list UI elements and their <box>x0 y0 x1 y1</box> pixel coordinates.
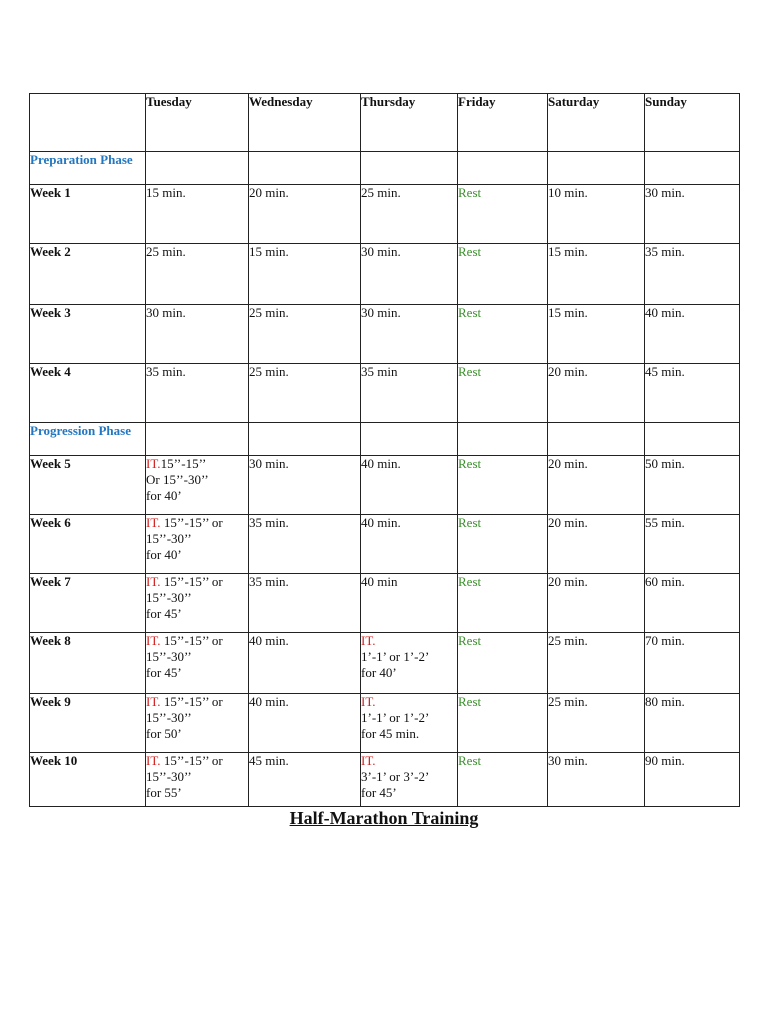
interval-duration: for 40’ <box>361 665 397 680</box>
header-friday: Friday <box>458 94 548 152</box>
interval-line-1 <box>146 574 248 590</box>
cell-saturday: 20 min. <box>548 456 645 515</box>
cell-saturday: 25 min. <box>548 633 645 694</box>
header-sunday: Sunday <box>645 94 740 152</box>
week-label: Week 9 <box>30 694 146 753</box>
interval-text: 15’’-15’’ or <box>160 515 223 530</box>
interval-line-2: 15’’-30’’ <box>146 649 192 664</box>
cell-sunday: 70 min. <box>645 633 740 694</box>
empty-cell <box>458 423 548 456</box>
table-row-week-9 <box>30 694 740 753</box>
interval-marker: IT. <box>361 753 376 768</box>
cell-saturday: 10 min. <box>548 185 645 244</box>
empty-cell <box>548 423 645 456</box>
cell-thursday: 30 min. <box>361 305 458 364</box>
cell-tuesday-interval <box>146 456 249 515</box>
header-thursday: Thursday <box>361 94 458 152</box>
empty-cell <box>458 152 548 185</box>
interval-duration: for 55’ <box>146 785 182 800</box>
cell-thursday: 40 min <box>361 574 458 633</box>
empty-cell <box>361 152 458 185</box>
interval-line-2: 15’’-30’’ <box>146 769 192 784</box>
interval-line-2: 15’’-30’’ <box>146 531 192 546</box>
table-row-week-5 <box>30 456 740 515</box>
table-row-week-3 <box>30 305 740 364</box>
empty-cell <box>645 423 740 456</box>
interval-line-1 <box>146 456 248 472</box>
cell-thursday-interval <box>361 753 458 807</box>
cell-thursday: 25 min. <box>361 185 458 244</box>
cell-saturday: 20 min. <box>548 574 645 633</box>
header-saturday: Saturday <box>548 94 645 152</box>
cell-tuesday-interval <box>146 694 249 753</box>
cell-wednesday: 25 min. <box>249 364 361 423</box>
interval-text: 15’’-15’’ or <box>160 753 223 768</box>
cell-friday-rest: Rest <box>458 694 548 753</box>
interval-line-1 <box>146 515 248 531</box>
week-label: Week 5 <box>30 456 146 515</box>
interval-text: 3’-1’ or 3’-2’ <box>361 769 430 784</box>
interval-line-1 <box>146 694 248 710</box>
interval-line-2: 15’’-30’’ <box>146 710 192 725</box>
cell-thursday: 40 min. <box>361 456 458 515</box>
cell-wednesday: 40 min. <box>249 694 361 753</box>
interval-marker: IT. <box>146 753 161 768</box>
cell-tuesday-interval <box>146 574 249 633</box>
empty-cell <box>146 423 249 456</box>
interval-marker: IT. <box>146 574 161 589</box>
cell-wednesday: 35 min. <box>249 515 361 574</box>
cell-thursday-interval <box>361 694 458 753</box>
week-label: Week 2 <box>30 244 146 305</box>
table-row-week-1 <box>30 185 740 244</box>
interval-marker: IT. <box>146 633 161 648</box>
empty-cell <box>645 152 740 185</box>
document-title: Half-Marathon Training <box>289 808 479 828</box>
cell-friday-rest: Rest <box>458 305 548 364</box>
table-row-week-6 <box>30 515 740 574</box>
cell-thursday: 40 min. <box>361 515 458 574</box>
interval-line-1 <box>146 753 248 769</box>
cell-saturday: 20 min. <box>548 364 645 423</box>
cell-tuesday-interval <box>146 753 249 807</box>
empty-cell <box>249 152 361 185</box>
cell-tuesday-interval <box>146 515 249 574</box>
interval-line-2: 15’’-30’’ <box>146 590 192 605</box>
table-row-week-4 <box>30 364 740 423</box>
interval-text: 15’’-15’’ <box>160 456 207 471</box>
cell-tuesday: 35 min. <box>146 364 249 423</box>
week-label: Week 4 <box>30 364 146 423</box>
interval-duration: for 45’ <box>146 665 182 680</box>
cell-sunday: 45 min. <box>645 364 740 423</box>
cell-friday-rest: Rest <box>458 456 548 515</box>
cell-sunday: 35 min. <box>645 244 740 305</box>
cell-thursday: 30 min. <box>361 244 458 305</box>
cell-wednesday: 15 min. <box>249 244 361 305</box>
interval-marker: IT. <box>146 456 161 471</box>
empty-cell <box>361 423 458 456</box>
cell-sunday: 60 min. <box>645 574 740 633</box>
interval-duration: for 45 min. <box>361 726 420 741</box>
cell-wednesday: 20 min. <box>249 185 361 244</box>
cell-saturday: 25 min. <box>548 694 645 753</box>
training-table <box>29 93 740 807</box>
cell-sunday: 40 min. <box>645 305 740 364</box>
cell-friday-rest: Rest <box>458 364 548 423</box>
interval-marker: IT. <box>146 694 161 709</box>
cell-friday-rest: Rest <box>458 574 548 633</box>
phase-label-progression: Progression Phase <box>30 423 146 456</box>
cell-friday-rest: Rest <box>458 633 548 694</box>
phase-label-preparation: Preparation Phase <box>30 152 146 185</box>
cell-saturday: 20 min. <box>548 515 645 574</box>
cell-friday-rest: Rest <box>458 185 548 244</box>
week-label: Week 1 <box>30 185 146 244</box>
cell-wednesday: 25 min. <box>249 305 361 364</box>
interval-line-1 <box>146 633 248 649</box>
cell-wednesday: 35 min. <box>249 574 361 633</box>
table-row-week-7 <box>30 574 740 633</box>
cell-friday-rest: Rest <box>458 515 548 574</box>
interval-marker: IT. <box>361 633 376 648</box>
interval-duration: for 40’ <box>146 488 182 503</box>
table-row-week-8 <box>30 633 740 694</box>
week-label: Week 3 <box>30 305 146 364</box>
interval-text: 1’-1’ or 1’-2’ <box>361 649 430 664</box>
header-wednesday: Wednesday <box>249 94 361 152</box>
empty-cell <box>249 423 361 456</box>
interval-duration: for 50’ <box>146 726 182 741</box>
header-tuesday: Tuesday <box>146 94 249 152</box>
cell-sunday: 30 min. <box>645 185 740 244</box>
cell-thursday-interval <box>361 633 458 694</box>
cell-wednesday: 45 min. <box>249 753 361 807</box>
corner-cell <box>30 94 146 152</box>
interval-text: 1’-1’ or 1’-2’ <box>361 710 430 725</box>
header-row <box>30 94 740 152</box>
cell-sunday: 80 min. <box>645 694 740 753</box>
cell-tuesday: 15 min. <box>146 185 249 244</box>
interval-text: 15’’-15’’ or <box>160 574 223 589</box>
cell-wednesday: 30 min. <box>249 456 361 515</box>
cell-tuesday: 30 min. <box>146 305 249 364</box>
week-label: Week 7 <box>30 574 146 633</box>
table-row-week-10 <box>30 753 740 807</box>
phase-row-preparation <box>30 152 740 185</box>
week-label: Week 10 <box>30 753 146 807</box>
cell-thursday: 35 min <box>361 364 458 423</box>
phase-row-progression <box>30 423 740 456</box>
interval-marker: IT. <box>361 694 376 709</box>
cell-sunday: 55 min. <box>645 515 740 574</box>
cell-tuesday: 25 min. <box>146 244 249 305</box>
cell-sunday: 50 min. <box>645 456 740 515</box>
interval-duration: for 45’ <box>146 606 182 621</box>
cell-tuesday-interval <box>146 633 249 694</box>
cell-saturday: 30 min. <box>548 753 645 807</box>
cell-friday-rest: Rest <box>458 753 548 807</box>
table-row-week-2 <box>30 244 740 305</box>
cell-saturday: 15 min. <box>548 305 645 364</box>
empty-cell <box>146 152 249 185</box>
cell-sunday: 90 min. <box>645 753 740 807</box>
interval-text: 15’’-15’’ or <box>160 633 223 648</box>
interval-text: 15’’-15’’ or <box>160 694 223 709</box>
empty-cell <box>548 152 645 185</box>
interval-duration: for 45’ <box>361 785 397 800</box>
week-label: Week 6 <box>30 515 146 574</box>
interval-marker: IT. <box>146 515 161 530</box>
cell-saturday: 15 min. <box>548 244 645 305</box>
cell-wednesday: 40 min. <box>249 633 361 694</box>
interval-duration: for 40’ <box>146 547 182 562</box>
cell-friday-rest: Rest <box>458 244 548 305</box>
week-label: Week 8 <box>30 633 146 694</box>
interval-line-2: Or 15’’-30’’ <box>146 472 209 487</box>
